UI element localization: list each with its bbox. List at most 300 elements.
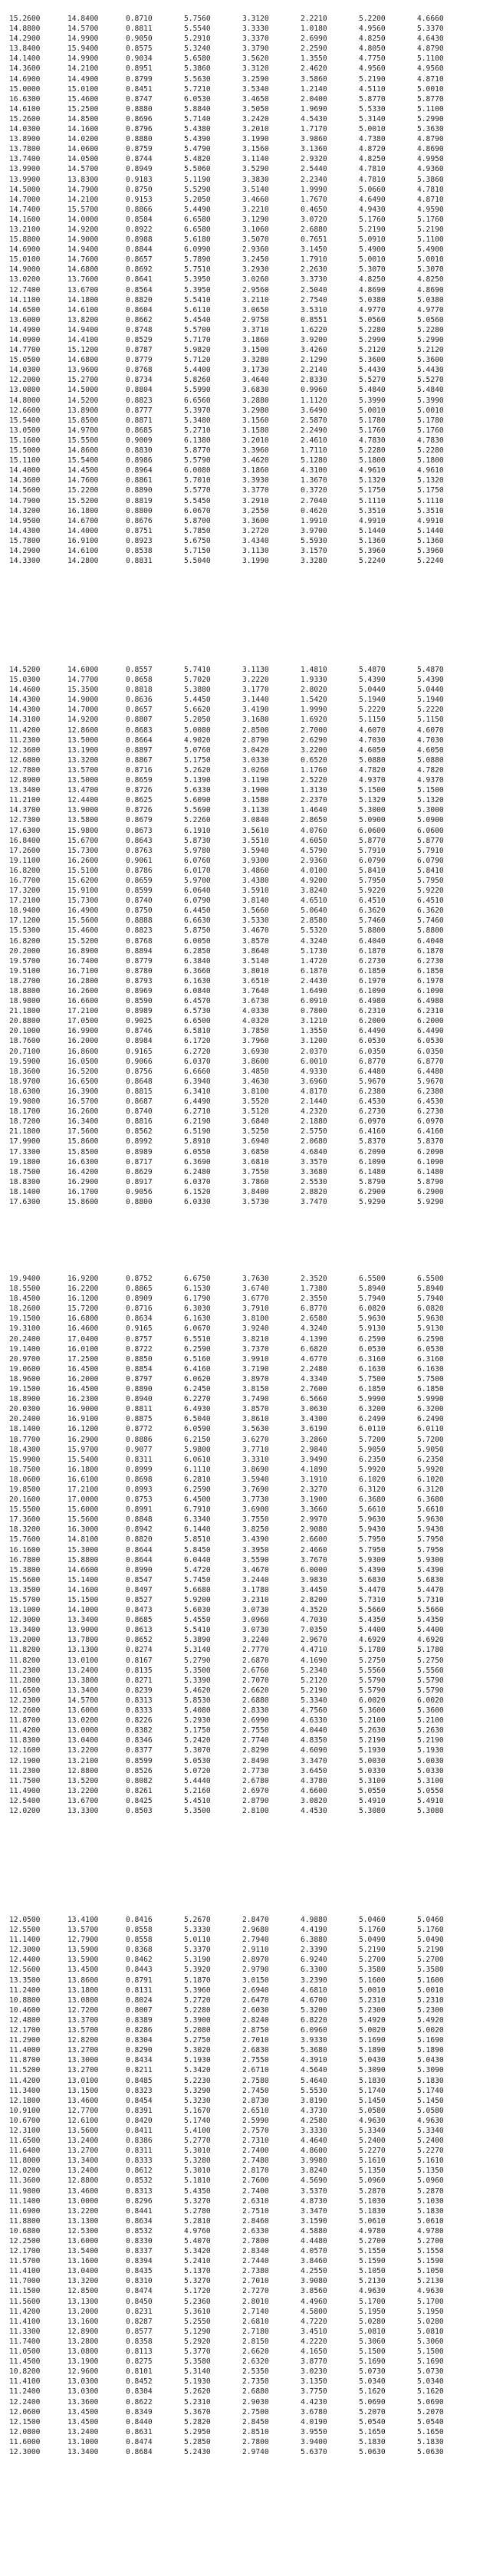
data-cell: 0.8454 xyxy=(126,2096,153,2105)
data-cell: 5.2050 xyxy=(184,195,211,204)
data-row xyxy=(9,863,475,873)
data-cell: 19.5700 xyxy=(9,956,41,966)
data-cell: 4.6700 xyxy=(301,1995,327,2005)
data-cell: 4.8250 xyxy=(359,275,386,285)
data-cell: 5.1290 xyxy=(184,2327,211,2336)
data-cell: 5.1930 xyxy=(184,2056,211,2065)
data-cell: 16.6300 xyxy=(9,94,41,104)
data-row xyxy=(9,2233,475,2243)
data-row xyxy=(9,1154,475,1164)
data-cell: 4.7220 xyxy=(301,2317,327,2326)
data-cell: 0.8819 xyxy=(126,496,153,505)
data-cell: 4.9910 xyxy=(417,516,444,525)
data-cell: 12.3000 xyxy=(9,1946,41,1955)
data-cell: 18.7500 xyxy=(9,1167,41,1176)
data-cell: 2.6580 xyxy=(301,1314,327,1324)
data-cell: 4.3240 xyxy=(301,936,327,946)
data-cell: 3.5630 xyxy=(242,1425,269,1434)
data-cell: 3.4640 xyxy=(242,376,269,385)
data-cell: 5.7140 xyxy=(184,114,211,123)
data-cell: 4.4530 xyxy=(301,1806,327,1815)
data-cell: 16.0500 xyxy=(67,1057,99,1066)
data-cell: 11.0500 xyxy=(9,2347,41,2357)
data-cell: 5.3390 xyxy=(184,1676,211,1685)
data-cell: 3.7470 xyxy=(301,1197,327,1206)
data-cell: 5.3860 xyxy=(417,175,444,184)
data-cell: 5.3880 xyxy=(184,686,211,695)
data-cell: 3.5290 xyxy=(242,165,269,174)
data-cell: 1.3550 xyxy=(301,54,327,64)
data-cell: 14.5200 xyxy=(67,396,99,405)
data-cell: 12.8500 xyxy=(67,2287,99,2296)
data-row xyxy=(9,802,475,815)
data-cell: 0.8271 xyxy=(126,1676,153,1685)
data-cell: 5.1800 xyxy=(359,456,386,466)
data-cell: 5.4430 xyxy=(417,366,444,375)
data-cell: 0.9077 xyxy=(126,1445,153,1454)
data-cell: 4.8170 xyxy=(301,1087,327,1096)
data-cell: 3.3730 xyxy=(301,275,327,285)
data-cell: 0.7800 xyxy=(301,1007,327,1016)
data-cell: 12.7300 xyxy=(9,816,41,825)
data-cell: 14.8600 xyxy=(67,446,99,456)
data-cell: 4.9430 xyxy=(359,205,386,214)
data-cell: 4.8250 xyxy=(359,35,386,44)
data-cell: 5.5930 xyxy=(301,536,327,545)
data-cell: 5.1700 xyxy=(417,2297,444,2306)
data-cell: 5.2870 xyxy=(417,2186,444,2196)
data-cell: 2.7450 xyxy=(242,2086,269,2095)
data-cell: 0.8622 xyxy=(126,2397,153,2407)
data-cell: 14.6100 xyxy=(67,305,99,314)
data-cell: 5.0690 xyxy=(417,2397,444,2407)
data-cell: 13.5700 xyxy=(67,2026,99,2035)
data-cell: 5.2100 xyxy=(417,1716,444,1726)
data-cell: 0.8558 xyxy=(126,1936,153,1945)
data-cell: 4.7030 xyxy=(417,735,444,745)
data-cell: 2.7010 xyxy=(242,2277,269,2286)
data-cell: 2.6320 xyxy=(242,2357,269,2367)
data-cell: 0.8599 xyxy=(126,887,153,896)
data-cell: 5.2280 xyxy=(184,2005,211,2015)
data-row xyxy=(9,2123,475,2133)
data-cell: 16.7400 xyxy=(67,956,99,966)
data-cell: 6.4160 xyxy=(359,1127,386,1137)
data-cell: 3.3310 xyxy=(242,1455,269,1464)
data-cell: 14.8100 xyxy=(67,1535,99,1545)
data-cell: 4.9630 xyxy=(417,2287,444,2296)
data-cell: 0.8756 xyxy=(126,1067,153,1076)
data-cell: 5.9430 xyxy=(359,1525,386,1535)
data-cell: 5.1730 xyxy=(301,946,327,956)
data-cell: 6.0550 xyxy=(184,1147,211,1156)
data-cell: 3.3120 xyxy=(242,64,269,74)
data-cell: 6.4450 xyxy=(184,906,211,916)
data-cell: 5.2700 xyxy=(359,2237,386,2245)
data-cell: 5.0540 xyxy=(359,2417,386,2426)
data-cell: 3.2720 xyxy=(242,526,269,535)
data-cell: 0.8744 xyxy=(126,155,153,164)
data-cell: 2.9970 xyxy=(301,1515,327,1525)
data-row xyxy=(9,1391,475,1404)
data-cell: 3.6780 xyxy=(301,2407,327,2416)
data-cell: 4.1390 xyxy=(301,1334,327,1344)
data-cell: 11.1500 xyxy=(9,2287,41,2296)
data-cell: 5.9990 xyxy=(359,1395,386,1404)
data-cell: 11.4100 xyxy=(9,2377,41,2387)
data-cell: 1.7910 xyxy=(301,255,327,265)
data-cell: 13.1900 xyxy=(67,745,99,755)
data-cell: 5.4400 xyxy=(359,1626,386,1635)
data-cell: 3.2880 xyxy=(242,396,269,405)
data-cell: 3.6830 xyxy=(242,386,269,395)
data-cell: 6.0350 xyxy=(359,1047,386,1056)
data-cell: 13.8300 xyxy=(67,175,99,184)
data-cell: 5.2240 xyxy=(417,557,444,566)
data-cell: 6.3200 xyxy=(359,1405,386,1414)
data-cell: 0.8310 xyxy=(126,2277,153,2286)
data-cell: 3.4670 xyxy=(242,926,269,936)
data-cell: 0.8969 xyxy=(126,987,153,995)
data-cell: 16.6600 xyxy=(67,997,99,1006)
data-cell: 1.1120 xyxy=(301,396,327,405)
data-cell: 5.6620 xyxy=(184,706,211,715)
data-cell: 15.5600 xyxy=(67,916,99,926)
data-cell: 5.1350 xyxy=(359,2166,386,2176)
data-cell: 3.8250 xyxy=(242,1525,269,1535)
data-cell: 16.2200 xyxy=(67,1285,99,1294)
data-cell: 0.8599 xyxy=(126,1756,153,1765)
data-row xyxy=(9,1592,475,1602)
data-cell: 4.8710 xyxy=(417,195,444,204)
data-cell: 5.3420 xyxy=(184,2066,211,2075)
data-cell: 16.1200 xyxy=(67,1425,99,1434)
data-cell: 3.6900 xyxy=(242,1505,269,1515)
data-cell: 19.1400 xyxy=(9,1344,41,1354)
data-cell: 4.6070 xyxy=(417,725,444,735)
data-cell: 4.8600 xyxy=(301,2147,327,2156)
data-cell: 5.3580 xyxy=(359,1966,386,1975)
data-cell: 13.0200 xyxy=(67,1716,99,1726)
data-cell: 6.2590 xyxy=(184,1485,211,1494)
data-cell: 0.8391 xyxy=(126,2106,153,2115)
data-row xyxy=(9,1673,475,1683)
data-cell: 12.0500 xyxy=(9,1916,41,1924)
data-row xyxy=(9,1341,475,1354)
data-cell: 5.3480 xyxy=(184,416,211,425)
data-cell: 2.3390 xyxy=(301,1946,327,1955)
data-cell: 0.8382 xyxy=(126,1726,153,1735)
data-cell: 5.7310 xyxy=(359,1596,386,1604)
data-cell: 12.5600 xyxy=(9,1966,41,1975)
data-cell: 2.0680 xyxy=(301,1137,327,1147)
data-cell: 5.7200 xyxy=(359,1435,386,1444)
data-cell: 3.7370 xyxy=(242,1344,269,1354)
data-cell: 0.8685 xyxy=(126,426,153,435)
data-cell: 0.8333 xyxy=(126,2157,153,2166)
data-cell: 0.8875 xyxy=(126,1415,153,1424)
data-cell: 15.2700 xyxy=(67,376,99,385)
data-cell: 3.6810 xyxy=(242,1157,269,1166)
data-cell: 6.2270 xyxy=(184,1395,211,1404)
data-cell: 6.8770 xyxy=(417,1057,444,1066)
data-cell: 5.2280 xyxy=(359,325,386,334)
data-cell: 14.6800 xyxy=(67,356,99,365)
data-row xyxy=(9,292,475,302)
data-cell: 12.0200 xyxy=(9,1806,41,1815)
data-cell: 0.8696 xyxy=(126,114,153,123)
data-cell: 3.4260 xyxy=(301,346,327,355)
data-cell: 5.0430 xyxy=(417,2056,444,2065)
data-cell: 6.0760 xyxy=(184,856,211,865)
data-cell: 14.8400 xyxy=(67,15,99,23)
data-cell: 6.2000 xyxy=(359,1017,386,1026)
data-cell: 6.0610 xyxy=(184,1455,211,1464)
data-cell: 2.6470 xyxy=(242,1995,269,2005)
data-cell: 5.5990 xyxy=(184,386,211,395)
data-row xyxy=(9,732,475,745)
data-row xyxy=(9,712,475,725)
data-cell: 6.2380 xyxy=(359,1087,386,1096)
data-row xyxy=(9,933,475,946)
data-cell: 5.5320 xyxy=(301,926,327,936)
data-cell: 0.8799 xyxy=(126,74,153,84)
data-cell: 15.7200 xyxy=(67,1304,99,1314)
data-cell: 15.8600 xyxy=(67,1197,99,1206)
data-cell: 2.8450 xyxy=(242,2417,269,2426)
data-cell: 0.8811 xyxy=(126,25,153,34)
data-cell: 2.2340 xyxy=(301,175,327,184)
data-cell: 6.2900 xyxy=(417,1187,444,1196)
data-cell: 5.1750 xyxy=(184,1726,211,1735)
data-cell: 10.8800 xyxy=(9,1995,41,2005)
data-row xyxy=(9,1693,475,1703)
data-cell: 11.7400 xyxy=(9,2337,41,2346)
data-cell: 2.7600 xyxy=(242,2176,269,2186)
data-cell: 5.7940 xyxy=(417,1295,444,1304)
data-cell: 5.0560 xyxy=(417,315,444,324)
data-cell: 2.2140 xyxy=(301,366,327,375)
data-cell: 5.1100 xyxy=(417,104,444,114)
data-cell: 14.4300 xyxy=(9,526,41,535)
data-row xyxy=(9,1184,475,1194)
data-cell: 5.4390 xyxy=(417,1565,444,1574)
data-cell: 5.1550 xyxy=(417,2247,444,2256)
data-cell: 11.2800 xyxy=(9,1676,41,1685)
data-row xyxy=(9,1763,475,1773)
data-cell: 4.8790 xyxy=(417,44,444,54)
data-cell: 0.8577 xyxy=(126,2327,153,2336)
data-row xyxy=(9,1054,475,1064)
data-cell: 5.7410 xyxy=(184,666,211,674)
data-cell: 0.8323 xyxy=(126,2086,153,2095)
data-cell: 6.1790 xyxy=(184,1295,211,1304)
data-cell: 4.5790 xyxy=(301,846,327,855)
data-cell: 19.5900 xyxy=(9,1057,41,1066)
data-cell: 5.5770 xyxy=(184,486,211,495)
data-cell: 18.0600 xyxy=(9,1475,41,1484)
data-cell: 14.1600 xyxy=(67,125,99,134)
data-cell: 5.1950 xyxy=(417,2307,444,2316)
data-cell: 2.0370 xyxy=(301,1047,327,1056)
data-cell: 19.0600 xyxy=(9,1364,41,1374)
data-cell: 19.1800 xyxy=(9,1157,41,1166)
data-cell: 0.8474 xyxy=(126,2437,153,2446)
data-cell: 6.3880 xyxy=(301,1936,327,1945)
data-cell: 15.8600 xyxy=(67,1137,99,1147)
data-cell: 11.2400 xyxy=(9,2387,41,2397)
data-cell: 6.4490 xyxy=(184,1097,211,1107)
data-cell: 2.8330 xyxy=(301,376,327,385)
data-cell: 3.1440 xyxy=(242,696,269,705)
data-cell: 5.1760 xyxy=(359,1926,386,1935)
data-cell: 0.8416 xyxy=(126,1916,153,1924)
data-row xyxy=(9,1663,475,1673)
data-row xyxy=(9,131,475,144)
data-cell: 5.8730 xyxy=(184,836,211,845)
data-cell: 5.2190 xyxy=(359,225,386,234)
data-row xyxy=(9,1793,475,1803)
data-cell: 6.4480 xyxy=(417,1067,444,1076)
data-cell: 5.1760 xyxy=(359,426,386,435)
data-cell: 13.1300 xyxy=(67,2297,99,2306)
data-cell: 14.0200 xyxy=(67,135,99,144)
data-cell: 11.4200 xyxy=(9,725,41,735)
data-cell: 2.7940 xyxy=(242,1936,269,1945)
data-cell: 3.1450 xyxy=(301,245,327,255)
data-cell: 12.1800 xyxy=(9,2096,41,2105)
data-cell: 6.0080 xyxy=(184,466,211,475)
data-cell: 4.6840 xyxy=(301,1147,327,1156)
data-cell: 2.5870 xyxy=(301,416,327,425)
data-cell: 13.2700 xyxy=(67,2066,99,2075)
data-cell: 13.1300 xyxy=(67,2216,99,2226)
data-cell: 0.8330 xyxy=(126,2237,153,2245)
data-cell: 5.0530 xyxy=(184,1756,211,1765)
data-cell: 0.8313 xyxy=(126,2186,153,2196)
data-row xyxy=(9,812,475,825)
data-cell: 3.3470 xyxy=(301,2206,327,2216)
data-cell: 6.3620 xyxy=(359,906,386,916)
data-cell: 13.0400 xyxy=(67,1736,99,1745)
data-cell: 12.9600 xyxy=(67,2367,99,2377)
data-cell: 14.3200 xyxy=(9,506,41,515)
data-cell: 5.3600 xyxy=(417,1706,444,1716)
data-cell: 3.0720 xyxy=(301,215,327,224)
data-cell: 3.2420 xyxy=(242,114,269,123)
data-cell: 2.6880 xyxy=(301,225,327,234)
data-cell: 14.9000 xyxy=(67,696,99,705)
data-cell: 14.0300 xyxy=(9,125,41,134)
data-cell: 2.8100 xyxy=(242,1806,269,1815)
data-row xyxy=(9,2374,475,2387)
data-cell: 0.8871 xyxy=(126,416,153,425)
data-cell: 2.6310 xyxy=(242,2196,269,2206)
data-cell: 0.8529 xyxy=(126,336,153,344)
data-cell: 6.6560 xyxy=(184,396,211,405)
data-cell: 5.2280 xyxy=(417,325,444,334)
data-cell: 17.2600 xyxy=(9,846,41,855)
data-cell: 5.7910 xyxy=(359,846,386,855)
data-cell: 4.3910 xyxy=(301,2056,327,2065)
data-row xyxy=(9,1732,475,1745)
data-cell: 3.1560 xyxy=(242,145,269,154)
data-cell: 6.3200 xyxy=(417,1405,444,1414)
data-cell: 5.0630 xyxy=(359,2447,386,2456)
data-cell: 15.8800 xyxy=(67,1555,99,1564)
data-cell: 4.0330 xyxy=(242,1007,269,1016)
data-cell: 5.2070 xyxy=(359,2407,386,2416)
data-cell: 5.3500 xyxy=(184,1806,211,1815)
data-cell: 6.1630 xyxy=(184,1314,211,1324)
data-cell: 16.7800 xyxy=(9,1555,41,1564)
data-cell: 4.2580 xyxy=(301,2116,327,2125)
data-cell: 15.1400 xyxy=(67,1575,99,1584)
data-cell: 0.9050 xyxy=(126,35,153,44)
data-cell: 2.9680 xyxy=(242,1926,269,1935)
data-cell: 1.0180 xyxy=(301,25,327,34)
data-cell: 14.7900 xyxy=(67,185,99,194)
data-cell: 2.5990 xyxy=(242,2116,269,2125)
data-cell: 13.3500 xyxy=(9,1976,41,1985)
data-cell: 5.1440 xyxy=(417,526,444,535)
data-cell: 15.5500 xyxy=(9,1505,41,1515)
data-cell: 1.2140 xyxy=(301,84,327,94)
data-cell: 6.4980 xyxy=(417,997,444,1006)
data-cell: 14.7700 xyxy=(67,676,99,685)
data-cell: 5.1720 xyxy=(184,2287,211,2296)
data-cell: 2.5220 xyxy=(301,776,327,785)
data-cell: 14.5600 xyxy=(9,486,41,495)
data-cell: 15.5700 xyxy=(67,205,99,214)
data-row xyxy=(9,1124,475,1137)
data-cell: 16.7700 xyxy=(9,876,41,885)
data-row xyxy=(9,1411,475,1424)
data-row xyxy=(9,2193,475,2206)
data-cell: 11.5600 xyxy=(9,2297,41,2306)
data-cell: 16.1800 xyxy=(67,506,99,515)
data-cell: 0.9034 xyxy=(126,54,153,64)
data-cell: 4.4640 xyxy=(301,2137,327,2146)
data-row xyxy=(9,1432,475,1442)
data-cell: 14.5700 xyxy=(67,165,99,174)
data-cell: 6.4980 xyxy=(359,997,386,1006)
data-cell: 14.4000 xyxy=(67,526,99,535)
data-cell: 11.8200 xyxy=(9,1646,41,1655)
data-cell: 0.8820 xyxy=(126,1535,153,1545)
data-cell: 5.3960 xyxy=(184,1985,211,1995)
data-cell: 5.4920 xyxy=(417,2015,444,2025)
data-row xyxy=(9,893,475,906)
data-cell: 2.7550 xyxy=(242,1726,269,1735)
data-cell: 6.1630 xyxy=(359,1364,386,1374)
data-row xyxy=(9,403,475,413)
data-cell: 3.1580 xyxy=(242,426,269,435)
data-cell: 14.2900 xyxy=(9,35,41,44)
data-row xyxy=(9,1522,475,1535)
data-cell: 0.8880 xyxy=(126,135,153,144)
data-cell: 0.8823 xyxy=(126,926,153,936)
data-cell: 0.8844 xyxy=(126,245,153,255)
data-cell: 5.0960 xyxy=(417,2176,444,2186)
data-cell: 5.8750 xyxy=(184,926,211,936)
data-cell: 0.8562 xyxy=(126,1127,153,1137)
data-cell: 5.2360 xyxy=(184,2297,211,2306)
data-cell: 6.6630 xyxy=(184,916,211,926)
data-cell: 5.5040 xyxy=(184,557,211,566)
data-cell: 15.0300 xyxy=(9,676,41,685)
data-cell: 16.2900 xyxy=(67,1435,99,1444)
